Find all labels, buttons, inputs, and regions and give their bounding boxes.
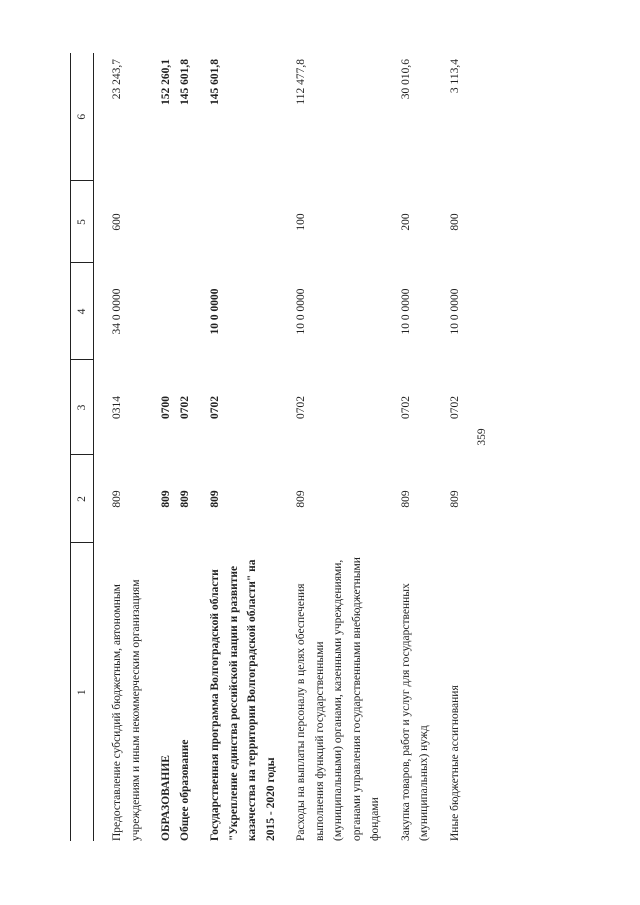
row-target-code: 10 0 0000 — [295, 288, 307, 335]
row-amount: 3 113,4 — [448, 59, 461, 94]
row-section-code: 0702 — [295, 396, 307, 419]
row-expense-type — [194, 181, 280, 263]
budget-table — [70, 53, 464, 841]
table-row — [194, 53, 280, 841]
row-ministry-code: 809 — [111, 490, 123, 508]
row-ministry-code: 809 — [295, 490, 307, 508]
header-col-1: 1 — [71, 543, 94, 841]
row-name: Закупка товаров, работ и услуг для государственных (муниципальных) нужд — [399, 583, 430, 841]
row-section-code: 0702 — [448, 396, 461, 419]
row-amount: 112 477,8 — [295, 59, 307, 105]
row-name: ОБРАЗОВАНИЕ — [160, 755, 172, 841]
row-ministry-code: 809 — [399, 490, 412, 508]
row-expense-type — [145, 181, 176, 263]
row-section-code: 0702 — [399, 396, 412, 419]
table-row — [176, 53, 195, 841]
rotated-sheet — [70, 21, 570, 841]
row-target-code — [176, 263, 195, 360]
table-header — [71, 53, 94, 841]
row-section-code: 0700 — [160, 396, 172, 419]
header-row — [71, 53, 94, 841]
row-expense-type: 100 — [295, 213, 307, 231]
header-col-2: 2 — [71, 455, 94, 543]
header-col-3: 3 — [71, 360, 94, 455]
row-amount: 23 243,7 — [111, 59, 123, 100]
row-expense-type: 800 — [448, 213, 461, 231]
header-col-6: 6 — [71, 53, 94, 181]
table-row — [280, 53, 385, 841]
row-target-code — [145, 263, 176, 360]
row-expense-type: 600 — [111, 213, 123, 231]
table-row — [145, 53, 176, 841]
row-amount: 152 260,1 — [160, 59, 172, 105]
table-body — [94, 53, 465, 841]
row-section-code: 0702 — [178, 396, 191, 419]
row-expense-type — [176, 181, 195, 263]
row-target-code: 10 0 0000 — [448, 288, 461, 335]
row-target-code: 34 0 0000 — [111, 288, 123, 335]
row-ministry-code: 809 — [448, 490, 461, 508]
row-expense-type: 200 — [399, 213, 412, 231]
page-number: 359 — [476, 428, 488, 446]
row-target-code: 10 0 0000 — [399, 288, 412, 335]
row-name: Предоставление субсидий бюджетным, автономным учреждениям и иным некоммерческим организациям — [111, 579, 142, 841]
row-name: Иные бюджетные ассигнования — [448, 685, 461, 841]
row-section-code: 0314 — [111, 396, 123, 419]
row-name: Общее образование — [178, 739, 191, 841]
row-ministry-code: 809 — [160, 490, 172, 508]
header-col-5: 5 — [71, 181, 94, 263]
table-row — [385, 53, 434, 841]
row-section-code: 0702 — [209, 396, 221, 419]
row-amount: 145 601,8 — [178, 59, 191, 105]
row-ministry-code: 809 — [209, 490, 221, 508]
row-amount: 30 010,6 — [399, 59, 412, 100]
row-name: Государственная программа Волгоградской области "Укрепление единства российской нации и развитие казачества на территории Волгоградской области" на 2015 - 2020 годы — [209, 559, 277, 841]
table-row — [434, 53, 465, 841]
row-ministry-code: 809 — [178, 490, 191, 508]
row-amount: 145 601,8 — [209, 59, 221, 105]
row-name: Расходы на выплаты персоналу в целях обеспечения выполнения функций государственными (муниципальными) органами, казенными учреждениями, органами управления государственными внебюджетными фондами — [295, 557, 381, 841]
row-target-code: 10 0 0000 — [209, 288, 221, 335]
header-col-4: 4 — [71, 263, 94, 360]
table-row — [94, 53, 146, 841]
